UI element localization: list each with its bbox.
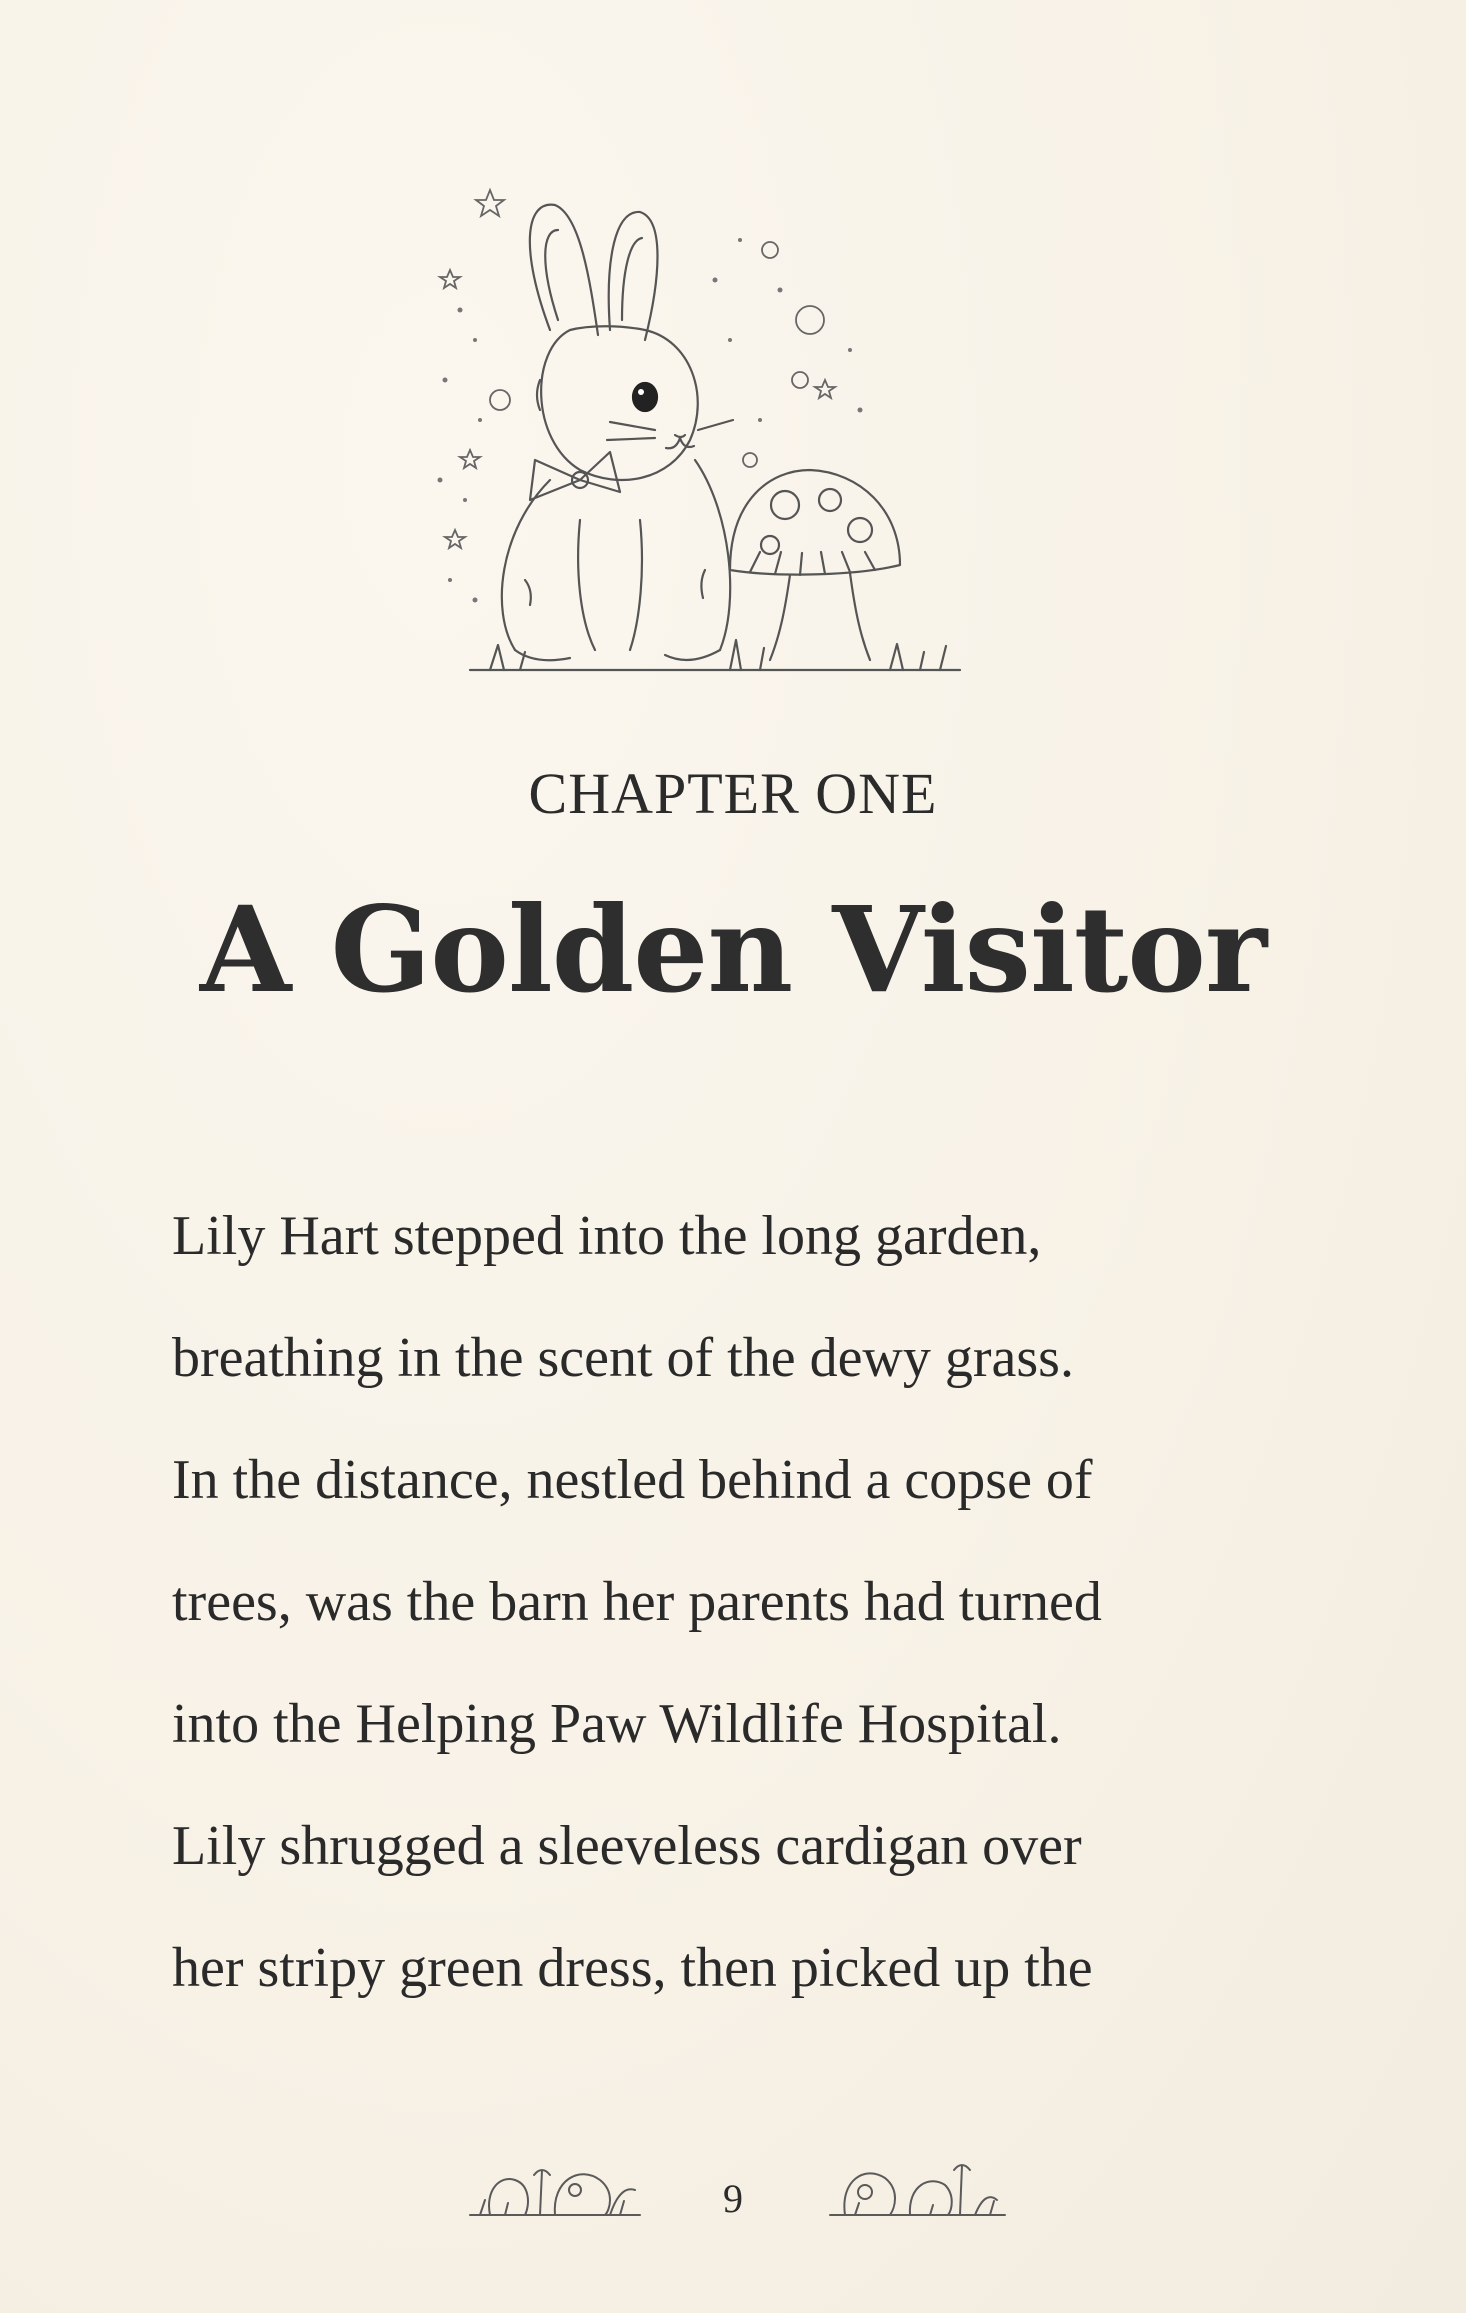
bunny-mushroom-illustration-icon <box>430 180 1000 720</box>
body-text <box>172 1175 1352 2029</box>
text-line: In the distance, nestled behind a copse of <box>172 1449 1093 1511</box>
page-number: 9 <box>723 2176 743 2221</box>
text-line: into the Helping Paw Wildlife Hospital. <box>172 1693 1062 1755</box>
text-line: breathing in the scent of the dewy grass. <box>172 1327 1074 1389</box>
text-line: Lily Hart stepped into the long garden, <box>172 1205 1042 1267</box>
text-line: trees, was the barn her parents had turned <box>172 1571 1102 1633</box>
chapter-label: CHAPTER ONE <box>528 761 938 826</box>
text-line: Lily shrugged a sleeveless cardigan over <box>172 1815 1082 1877</box>
chapter-title: A Golden Visitor <box>199 880 1267 1019</box>
text-line: her stripy green dress, then picked up the <box>172 1937 1093 1999</box>
